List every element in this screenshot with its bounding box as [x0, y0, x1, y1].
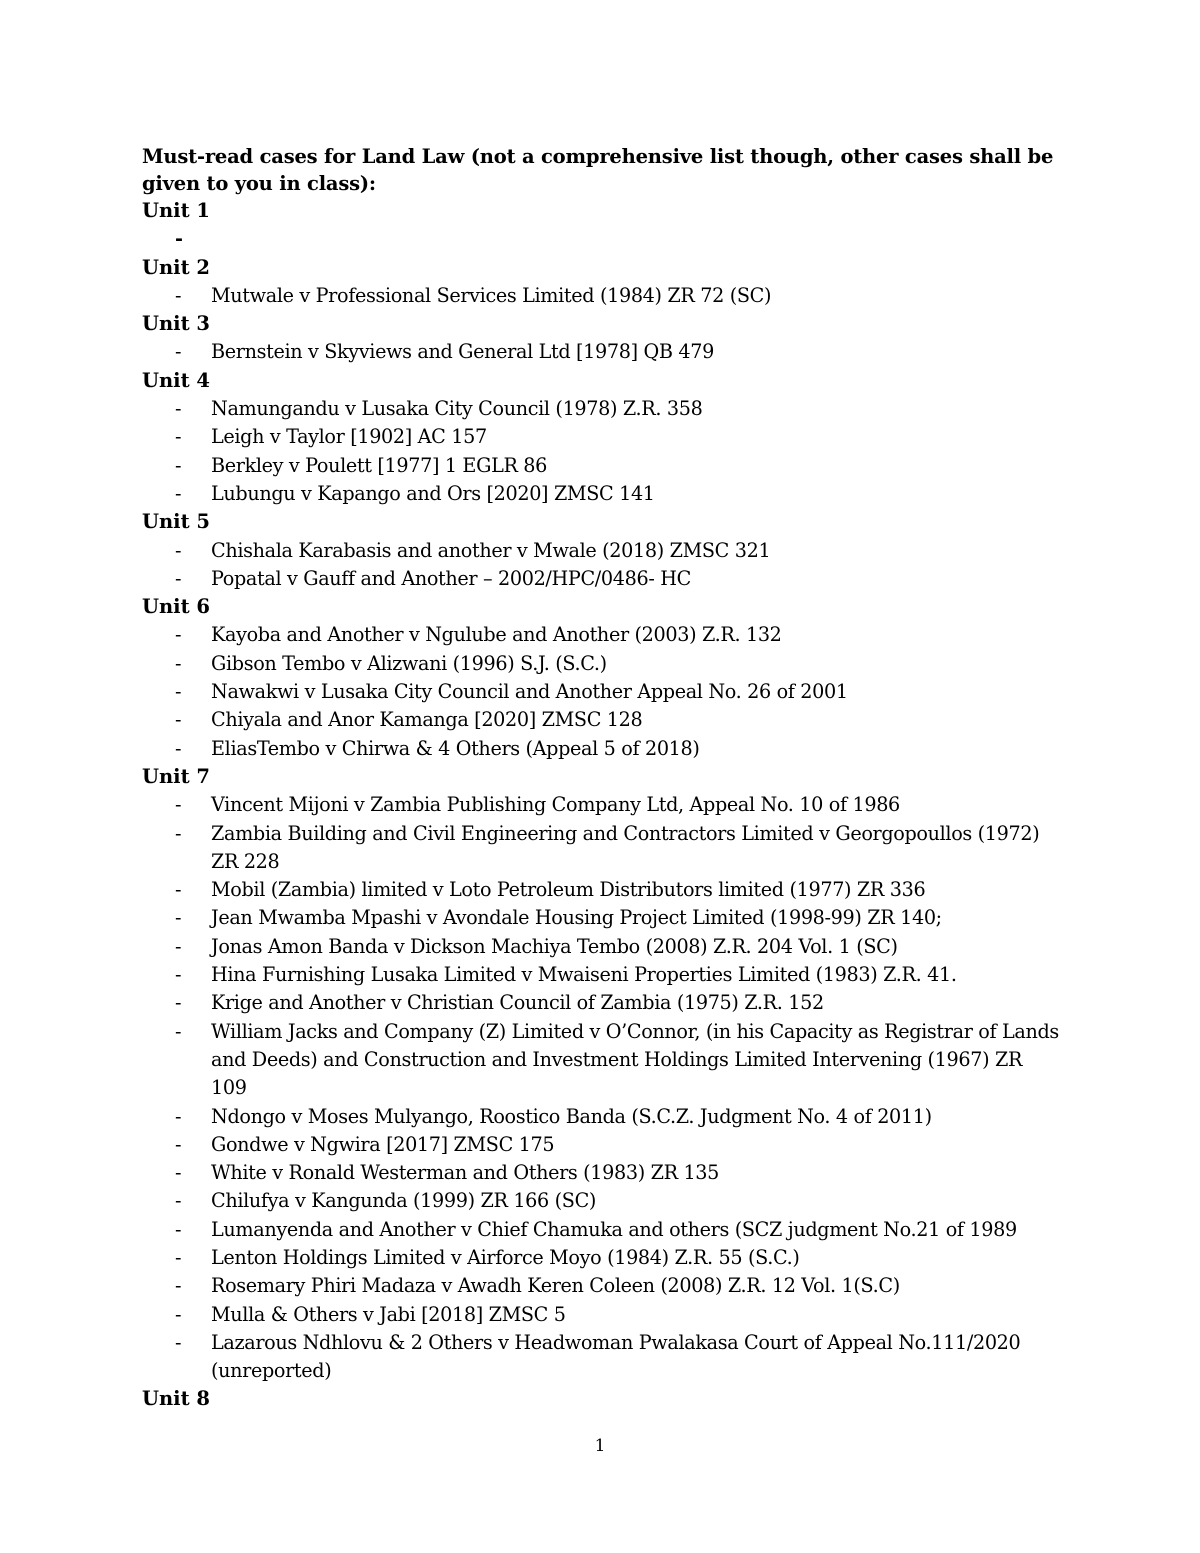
case-citation: Hina Furnishing Lusaka Limited v Mwaiseni Properties Limited (1983) Z.R. 41.: [211, 963, 957, 987]
case-citation: Ndongo v Moses Mulyango, Roostico Banda (S.C.Z. Judgment No. 4 of 2011): [211, 1104, 932, 1128]
case-citation: Chilufya v Kangunda (1999) ZR 166 (SC): [211, 1189, 597, 1213]
case-citation: Gondwe v Ngwira [2017] ZMSC 175: [211, 1132, 555, 1156]
bullet-dash: -: [175, 227, 183, 251]
bullet-dash: -: [175, 566, 182, 590]
case-item: [142, 933, 1062, 961]
case-list: [142, 225, 1062, 253]
case-citation: Mutwale v Professional Services Limited (1984) ZR 72 (SC): [211, 283, 772, 307]
case-item: [142, 480, 1062, 508]
bullet-dash: -: [175, 906, 182, 930]
case-item: [142, 282, 1062, 310]
case-citation: Gibson Tembo v Alizwani (1996) S.J. (S.C.): [211, 651, 607, 675]
case-citation: Chishala Karabasis and another v Mwale (2018) ZMSC 321: [211, 538, 771, 562]
case-citation: Lenton Holdings Limited v Airforce Moyo (1984) Z.R. 55 (S.C.): [211, 1245, 800, 1269]
case-item: [142, 1301, 1062, 1329]
case-item: [142, 791, 1062, 819]
case-item: [142, 1244, 1062, 1272]
case-item: [142, 537, 1062, 565]
unit-heading: Unit 8: [142, 1387, 210, 1411]
case-item: [142, 706, 1062, 734]
bullet-dash: -: [175, 453, 182, 477]
case-citation: Berkley v Poulett [1977] 1 EGLR 86: [211, 453, 548, 477]
bullet-dash: -: [175, 1217, 182, 1241]
case-list: [142, 338, 1062, 366]
unit-heading: Unit 4: [142, 368, 210, 392]
bullet-dash: -: [175, 1245, 182, 1269]
bullet-dash: -: [175, 1274, 182, 1298]
bullet-dash: -: [175, 1189, 182, 1213]
bullet-dash: -: [175, 821, 182, 845]
case-item: [142, 338, 1062, 366]
case-citation: Chiyala and Anor Kamanga [2020] ZMSC 128: [211, 708, 643, 732]
bullet-dash: -: [175, 481, 182, 505]
document-title: Must-read cases for Land Law (not a comprehensive list though, other cases shall be given to you in class):: [142, 145, 1054, 195]
bullet-dash: -: [175, 793, 182, 817]
case-citation: Lazarous Ndhlovu & 2 Others v Headwoman Pwalakasa Court of Appeal No.111/2020 (unreported): [211, 1330, 1021, 1383]
case-citation: Rosemary Phiri Madaza v Awadh Keren Coleen (2008) Z.R. 12 Vol. 1(S.C): [211, 1274, 900, 1298]
case-citation: Lubungu v Kapango and Ors [2020] ZMSC 141: [211, 481, 655, 505]
case-list: [142, 621, 1062, 762]
case-list: [142, 537, 1062, 594]
bullet-dash: -: [175, 283, 182, 307]
case-item: [142, 1018, 1062, 1103]
case-item: [142, 1272, 1062, 1300]
document-body: [142, 143, 1062, 1414]
unit-heading: Unit 7: [142, 764, 210, 788]
bullet-dash: -: [175, 623, 182, 647]
bullet-dash: -: [175, 934, 182, 958]
case-item: [142, 650, 1062, 678]
bullet-dash: -: [175, 1132, 182, 1156]
case-item: [142, 820, 1062, 877]
case-item: [142, 1216, 1062, 1244]
unit-heading: Unit 6: [142, 595, 210, 619]
case-list: [142, 282, 1062, 310]
case-citation: Mobil (Zambia) limited v Loto Petroleum Distributors limited (1977) ZR 336: [211, 878, 926, 902]
case-citation: Vincent Mijoni v Zambia Publishing Company Ltd, Appeal No. 10 of 1986: [211, 793, 900, 817]
case-citation: Popatal v Gauff and Another – 2002/HPC/0486- HC: [211, 566, 691, 590]
bullet-dash: -: [175, 340, 182, 364]
case-citation: Krige and Another v Christian Council of Zambia (1975) Z.R. 152: [211, 991, 824, 1015]
case-citation: Mulla & Others v Jabi [2018] ZMSC 5: [211, 1302, 566, 1326]
case-item: [142, 423, 1062, 451]
case-item: [142, 395, 1062, 423]
case-list: [142, 395, 1062, 508]
bullet-dash: -: [175, 397, 182, 421]
case-item: [142, 565, 1062, 593]
case-item: [142, 735, 1062, 763]
case-item: [142, 621, 1062, 649]
case-item: [142, 1329, 1062, 1386]
bullet-dash: -: [175, 1330, 182, 1354]
case-citation: White v Ronald Westerman and Others (1983) ZR 135: [211, 1161, 720, 1185]
bullet-dash: -: [175, 878, 182, 902]
case-item: [142, 452, 1062, 480]
bullet-dash: -: [175, 991, 182, 1015]
bullet-dash: -: [175, 425, 182, 449]
case-citation: Nawakwi v Lusaka City Council and Another Appeal No. 26 of 2001: [211, 680, 848, 704]
case-citation: Kayoba and Another v Ngulube and Another (2003) Z.R. 132: [211, 623, 782, 647]
bullet-dash: -: [175, 1104, 182, 1128]
case-citation: Lumanyenda and Another v Chief Chamuka and others (SCZ judgment No.21 of 1989: [211, 1217, 1017, 1241]
bullet-dash: -: [175, 736, 182, 760]
units-list: [142, 197, 1062, 1414]
case-citation: Zambia Building and Civil Engineering and Contractors Limited v Georgopoullos (1972) ZR 228: [211, 821, 1040, 873]
unit-heading: Unit 5: [142, 510, 210, 534]
bullet-dash: -: [175, 1302, 182, 1326]
case-citation: William Jacks and Company (Z) Limited v O’Connor, (in his Capacity as Registrar of Lands and Deeds) and Construction and Investment Holdings Limited Intervening (1967) ZR 109: [211, 1019, 1059, 1100]
bullet-dash: -: [175, 963, 182, 987]
case-citation: Namungandu v Lusaka City Council (1978) Z.R. 358: [211, 397, 703, 421]
case-item: [142, 904, 1062, 932]
bullet-dash: -: [175, 1019, 182, 1043]
case-item: [142, 1131, 1062, 1159]
case-item: [142, 1187, 1062, 1215]
case-item: [142, 876, 1062, 904]
unit-heading: Unit 1: [142, 199, 210, 222]
case-citation: Leigh v Taylor [1902] AC 157: [211, 425, 487, 449]
bullet-dash: -: [175, 538, 182, 562]
case-item: [142, 1103, 1062, 1131]
case-item: [142, 961, 1062, 989]
case-citation: Jonas Amon Banda v Dickson Machiya Tembo (2008) Z.R. 204 Vol. 1 (SC): [211, 934, 898, 958]
case-citation: EliasTembo v Chirwa & 4 Others (Appeal 5 of 2018): [211, 736, 700, 760]
case-item: [142, 989, 1062, 1017]
case-item: [142, 1159, 1062, 1187]
page-number: 1: [594, 1436, 606, 1456]
case-citation: Bernstein v Skyviews and General Ltd [1978] QB 479: [211, 340, 714, 364]
unit-heading: Unit 2: [142, 255, 210, 279]
unit-heading: Unit 3: [142, 312, 210, 336]
case-list: [142, 791, 1062, 1385]
bullet-dash: -: [175, 1161, 182, 1185]
bullet-dash: -: [175, 708, 182, 732]
case-item: [142, 678, 1062, 706]
case-item: [142, 225, 1062, 253]
case-citation: Jean Mwamba Mpashi v Avondale Housing Project Limited (1998-99) ZR 140;: [211, 906, 942, 930]
bullet-dash: -: [175, 651, 182, 675]
bullet-dash: -: [175, 680, 182, 704]
